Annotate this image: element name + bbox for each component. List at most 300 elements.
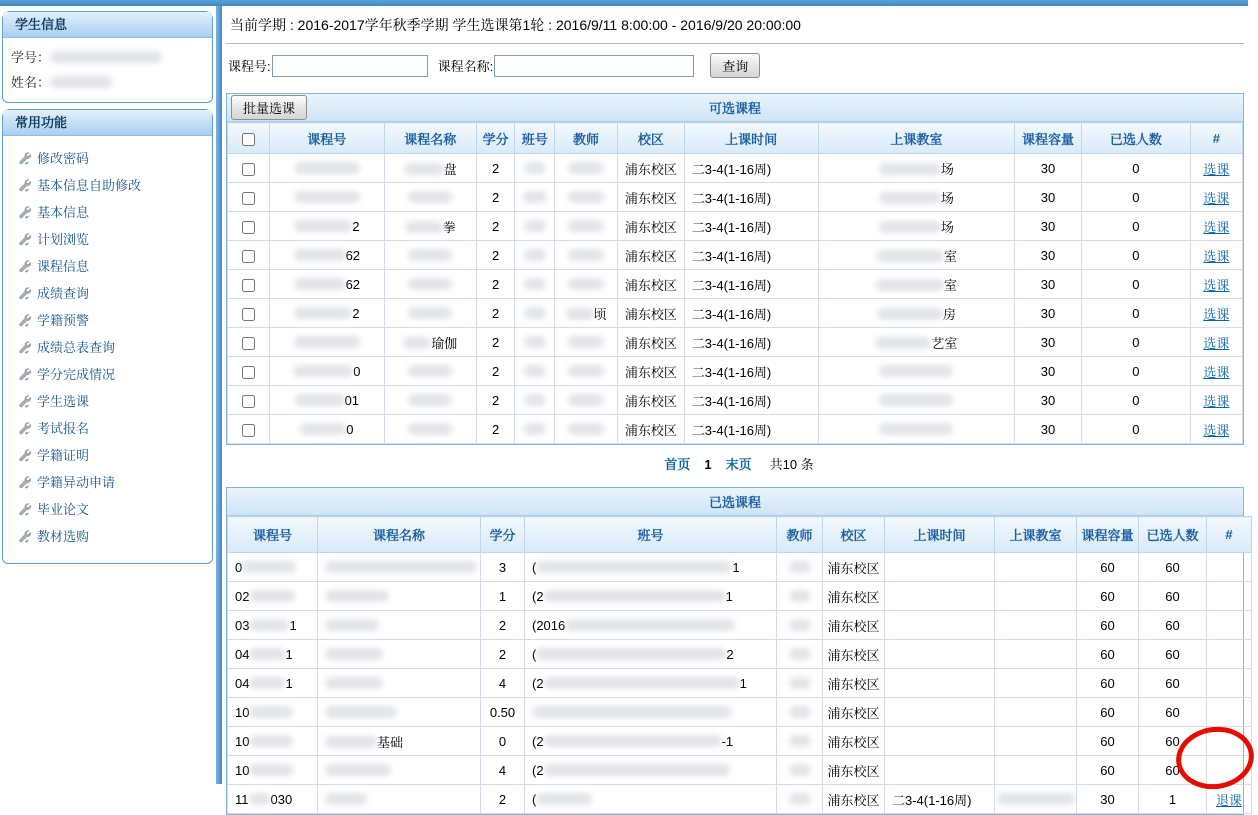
cell-time: 二3-4(1-16周) xyxy=(684,357,818,386)
select-course-link[interactable]: 选课 xyxy=(1203,161,1230,177)
redacted-text xyxy=(249,706,293,718)
cell-credit: 2 xyxy=(476,270,515,299)
sidebar-item-label: 学籍证明 xyxy=(37,448,90,463)
redacted-text xyxy=(325,561,477,573)
redacted-text xyxy=(879,221,941,233)
first-page-link[interactable]: 首页 xyxy=(664,457,691,472)
cell-time xyxy=(885,582,995,611)
redacted-text xyxy=(875,337,931,349)
available-course-row xyxy=(228,357,1243,386)
cell-teacher xyxy=(777,553,823,582)
cell-campus: 浦东校区 xyxy=(617,328,684,357)
last-page-link[interactable]: 末页 xyxy=(725,457,752,472)
drop-course-link[interactable]: 退课 xyxy=(1215,792,1242,808)
redacted-text xyxy=(294,220,352,232)
cell-credit: 4 xyxy=(481,669,525,698)
redacted-text xyxy=(524,162,546,174)
select-course-link[interactable]: 选课 xyxy=(1203,306,1230,322)
cell-campus: 浦东校区 xyxy=(823,553,885,582)
cell-course-no: 02 xyxy=(228,582,318,611)
total-count: 共10 条 xyxy=(769,457,814,472)
redacted-text xyxy=(524,278,546,290)
cell-action xyxy=(1190,328,1242,357)
select-course-link[interactable]: 选课 xyxy=(1203,335,1230,351)
redacted-text xyxy=(568,278,604,290)
cell-room xyxy=(818,357,1015,386)
cell-capacity: 60 xyxy=(1077,727,1139,756)
cell-credit: 2 xyxy=(476,328,515,357)
cell-action xyxy=(1190,154,1242,183)
cell-credit: 3 xyxy=(481,553,525,582)
cell-room xyxy=(995,611,1077,640)
sidebar-item-11[interactable] xyxy=(3,414,212,441)
cell-class-no xyxy=(515,386,555,415)
select-all-checkbox[interactable] xyxy=(242,133,255,146)
cell-class-no: ( 1 xyxy=(525,553,777,582)
cell-selected-count: 60 xyxy=(1139,640,1207,669)
cell-selected-count: 60 xyxy=(1139,756,1207,785)
cell-course-name xyxy=(318,698,481,727)
search-bar xyxy=(226,44,1244,80)
wrench-icon xyxy=(17,205,31,219)
cell-course-name xyxy=(384,299,476,328)
checkbox-cell xyxy=(228,357,270,386)
column-header: 已选人数 xyxy=(1139,517,1207,553)
cell-time: 二3-4(1-16周) xyxy=(684,212,818,241)
cell-time: 二3-4(1-16周) xyxy=(684,386,818,415)
redacted-text xyxy=(249,735,293,747)
cell-time: 二3-4(1-16周) xyxy=(684,241,818,270)
redacted-text xyxy=(876,279,944,291)
redacted-text xyxy=(568,336,604,348)
cell-capacity: 30 xyxy=(1015,154,1082,183)
sidebar xyxy=(0,6,216,784)
redacted-text xyxy=(789,793,811,805)
cell-action xyxy=(1207,582,1252,611)
cell-room xyxy=(818,415,1015,444)
function-menu xyxy=(3,136,212,563)
redacted-text xyxy=(544,735,722,747)
functions-header: 常用功能 xyxy=(3,110,212,136)
row-checkbox[interactable] xyxy=(242,337,255,350)
functions-panel xyxy=(2,109,213,564)
enrolled-course-row xyxy=(228,785,1252,814)
enrolled-course-row xyxy=(228,756,1252,785)
cell-selected-count: 60 xyxy=(1139,611,1207,640)
sidebar-item-6[interactable] xyxy=(3,279,212,306)
cell-teacher xyxy=(777,756,823,785)
current-term-info: 当前学期 : 2016-2017学年秋季学期 学生选课第1轮 : 2016/9/11 8:00:00 - 2016/9/20 20:00:00 xyxy=(226,6,1244,44)
cell-course-name xyxy=(384,183,476,212)
redacted-text xyxy=(294,191,360,203)
cell-room: 室 xyxy=(818,270,1015,299)
cell-teacher xyxy=(555,241,618,270)
cell-course-no: 62 xyxy=(269,241,384,270)
cell-campus: 浦东校区 xyxy=(617,183,684,212)
main-content xyxy=(222,6,1248,808)
cell-teacher xyxy=(555,270,618,299)
cell-campus: 浦东校区 xyxy=(823,785,885,814)
cell-teacher xyxy=(555,386,618,415)
cell-campus: 浦东校区 xyxy=(823,640,885,669)
redacted-text xyxy=(544,677,740,689)
column-header: 教师 xyxy=(777,517,823,553)
row-checkbox[interactable] xyxy=(242,221,255,234)
select-course-link[interactable]: 选课 xyxy=(1203,393,1230,409)
redacted-text xyxy=(293,365,353,377)
cell-time: 二3-4(1-16周) xyxy=(684,154,818,183)
student-info-panel xyxy=(2,11,213,103)
cell-class-no: (2016 xyxy=(525,611,777,640)
cell-time xyxy=(885,553,995,582)
cell-course-no: 04 1 xyxy=(228,669,318,698)
redacted-text xyxy=(789,648,811,660)
wrench-icon xyxy=(17,421,31,435)
cell-action xyxy=(1190,299,1242,328)
cell-capacity: 30 xyxy=(1015,212,1082,241)
cell-class-no xyxy=(515,154,555,183)
cell-action xyxy=(1190,415,1242,444)
cell-course-no: 04 1 xyxy=(228,640,318,669)
cell-teacher xyxy=(555,357,618,386)
enrolled-course-row xyxy=(228,698,1252,727)
column-header: 上课教室 xyxy=(995,517,1077,553)
redacted-student-name xyxy=(50,76,112,88)
cell-selected-count: 60 xyxy=(1139,582,1207,611)
cell-teacher xyxy=(777,727,823,756)
cell-action xyxy=(1190,270,1242,299)
select-course-link[interactable]: 选课 xyxy=(1203,219,1230,235)
redacted-text xyxy=(325,590,389,602)
row-checkbox[interactable] xyxy=(242,163,255,176)
cell-campus: 浦东校区 xyxy=(823,756,885,785)
available-course-row xyxy=(228,299,1243,328)
sidebar-item-1[interactable] xyxy=(3,144,212,171)
redacted-text xyxy=(789,735,811,747)
cell-room: 艺室 xyxy=(818,328,1015,357)
redacted-text xyxy=(325,793,367,805)
cell-selected-count: 0 xyxy=(1081,386,1190,415)
cell-credit: 2 xyxy=(476,299,515,328)
student-id-line xyxy=(9,44,206,69)
cell-action xyxy=(1207,785,1252,814)
cell-selected-count: 0 xyxy=(1081,270,1190,299)
checkbox-cell xyxy=(228,386,270,415)
sidebar-item-10[interactable] xyxy=(3,387,212,414)
sidebar-item-2[interactable] xyxy=(3,171,212,198)
redacted-text xyxy=(325,736,377,748)
row-checkbox[interactable] xyxy=(242,424,255,437)
cell-course-name xyxy=(318,785,481,814)
wrench-icon xyxy=(17,448,31,462)
select-course-link[interactable]: 选课 xyxy=(1203,364,1230,380)
redacted-text xyxy=(879,394,953,406)
cell-capacity: 30 xyxy=(1015,183,1082,212)
cell-teacher xyxy=(777,669,823,698)
available-courses-table xyxy=(227,122,1243,444)
cell-teacher xyxy=(777,582,823,611)
cell-selected-count: 60 xyxy=(1139,698,1207,727)
column-header: 班号 xyxy=(525,517,777,553)
cell-capacity: 60 xyxy=(1077,756,1139,785)
batch-select-button[interactable]: 批量选课 xyxy=(231,95,307,120)
cell-capacity: 30 xyxy=(1015,386,1082,415)
cell-selected-count: 0 xyxy=(1081,212,1190,241)
cell-class-no: ( xyxy=(525,785,777,814)
redacted-text xyxy=(997,793,1075,805)
cell-course-no: 0 xyxy=(228,553,318,582)
cell-room xyxy=(995,582,1077,611)
cell-campus: 浦东校区 xyxy=(617,415,684,444)
available-course-row xyxy=(228,386,1243,415)
redacted-text xyxy=(294,278,346,290)
sidebar-item-label: 学籍异动申请 xyxy=(37,475,116,490)
cell-selected-count: 0 xyxy=(1081,299,1190,328)
student-name-line xyxy=(9,69,206,94)
cell-room xyxy=(818,386,1015,415)
cell-time: 二3-4(1-16周) xyxy=(684,415,818,444)
cell-action xyxy=(1207,640,1252,669)
sidebar-item-4[interactable] xyxy=(3,225,212,252)
column-header: 上课时间 xyxy=(684,123,818,154)
available-course-row xyxy=(228,241,1243,270)
available-course-row xyxy=(228,270,1243,299)
column-header: 校区 xyxy=(823,517,885,553)
cell-teacher: 顷 xyxy=(555,299,618,328)
cell-class-no xyxy=(515,357,555,386)
cell-capacity: 30 xyxy=(1015,241,1082,270)
redacted-text xyxy=(408,365,452,377)
redacted-text xyxy=(300,423,346,435)
select-course-link[interactable]: 选课 xyxy=(1203,190,1230,206)
available-course-row xyxy=(228,183,1243,212)
redacted-text xyxy=(408,394,452,406)
enrolled-courses-box xyxy=(226,487,1244,815)
cell-room xyxy=(995,756,1077,785)
cell-course-no xyxy=(269,328,384,357)
cell-teacher xyxy=(555,415,618,444)
cell-course-no: 10 xyxy=(228,698,318,727)
cell-time xyxy=(885,611,995,640)
cell-capacity: 60 xyxy=(1077,582,1139,611)
redacted-text xyxy=(789,764,811,776)
cell-course-name: 瑜伽 xyxy=(384,328,476,357)
cell-campus: 浦东校区 xyxy=(823,698,885,727)
redacted-text xyxy=(789,619,811,631)
cell-teacher xyxy=(555,328,618,357)
cell-teacher xyxy=(555,154,618,183)
cell-room: 室 xyxy=(818,241,1015,270)
cell-selected-count: 1 xyxy=(1139,785,1207,814)
wrench-icon xyxy=(17,529,31,543)
cell-capacity: 60 xyxy=(1077,640,1139,669)
redacted-text xyxy=(536,561,732,573)
redacted-text xyxy=(249,648,285,660)
cell-course-name xyxy=(318,756,481,785)
sidebar-item-7[interactable] xyxy=(3,306,212,333)
row-checkbox[interactable] xyxy=(242,279,255,292)
cell-course-no xyxy=(269,183,384,212)
cell-campus: 浦东校区 xyxy=(617,154,684,183)
available-course-row xyxy=(228,328,1243,357)
sidebar-item-label: 教材选购 xyxy=(37,529,90,544)
wrench-icon xyxy=(17,178,31,192)
redacted-text xyxy=(295,394,345,406)
cell-action xyxy=(1207,669,1252,698)
redacted-text xyxy=(294,162,360,174)
sidebar-item-label: 成绩查询 xyxy=(37,286,90,301)
cell-selected-count: 0 xyxy=(1081,328,1190,357)
select-course-link[interactable]: 选课 xyxy=(1203,248,1230,264)
cell-course-name: 拳 xyxy=(384,212,476,241)
cell-course-name: 盘 xyxy=(384,154,476,183)
redacted-text xyxy=(249,793,271,805)
cell-capacity: 30 xyxy=(1015,328,1082,357)
student-id-label: 学号： xyxy=(11,50,51,65)
redacted-text xyxy=(524,307,546,319)
sidebar-item-9[interactable] xyxy=(3,360,212,387)
query-button[interactable]: 查询 xyxy=(710,53,760,78)
cell-credit: 2 xyxy=(481,785,525,814)
sidebar-item-8[interactable] xyxy=(3,333,212,360)
redacted-text xyxy=(325,764,391,776)
column-header: # xyxy=(1190,123,1242,154)
redacted-text xyxy=(565,619,735,631)
wrench-icon xyxy=(17,502,31,516)
cell-action xyxy=(1190,241,1242,270)
column-header: 课程名称 xyxy=(318,517,481,553)
wrench-icon xyxy=(17,394,31,408)
redacted-text xyxy=(544,590,726,602)
cell-class-no xyxy=(515,415,555,444)
row-checkbox[interactable] xyxy=(242,308,255,321)
sidebar-item-label: 毕业论文 xyxy=(37,502,90,517)
cell-selected-count: 60 xyxy=(1139,553,1207,582)
redacted-text xyxy=(568,191,604,203)
pagination xyxy=(226,445,1244,474)
checkbox-cell xyxy=(228,299,270,328)
redacted-text xyxy=(877,308,943,320)
redacted-text xyxy=(876,250,944,262)
wrench-icon xyxy=(17,313,31,327)
redacted-text xyxy=(536,648,726,660)
sidebar-item-15[interactable] xyxy=(3,522,212,549)
row-checkbox[interactable] xyxy=(242,250,255,263)
cell-course-name: 基础 xyxy=(318,727,481,756)
sidebar-item-3[interactable] xyxy=(3,198,212,225)
cell-capacity: 30 xyxy=(1015,270,1082,299)
checkbox-cell xyxy=(228,415,270,444)
cell-credit: 2 xyxy=(476,415,515,444)
enrolled-course-row xyxy=(228,640,1252,669)
cell-action xyxy=(1207,553,1252,582)
select-course-link[interactable]: 选课 xyxy=(1203,277,1230,293)
cell-course-name xyxy=(384,241,476,270)
column-header: 班号 xyxy=(515,123,555,154)
cell-time xyxy=(885,669,995,698)
course-no-input[interactable] xyxy=(272,55,428,77)
row-checkbox[interactable] xyxy=(242,366,255,379)
cell-selected-count: 0 xyxy=(1081,154,1190,183)
enrolled-table-body xyxy=(228,553,1252,814)
cell-action xyxy=(1207,756,1252,785)
column-header: 教师 xyxy=(555,123,618,154)
cell-class-no xyxy=(515,270,555,299)
sidebar-item-label: 基本信息 xyxy=(37,205,90,220)
cell-course-no: 01 xyxy=(269,386,384,415)
enrolled-course-row xyxy=(228,727,1252,756)
cell-action xyxy=(1190,386,1242,415)
available-course-row xyxy=(228,154,1243,183)
redacted-text xyxy=(568,365,604,377)
cell-course-no: 03 1 xyxy=(228,611,318,640)
cell-credit: 2 xyxy=(476,183,515,212)
cell-course-no xyxy=(269,154,384,183)
cell-capacity: 30 xyxy=(1015,357,1082,386)
sidebar-item-label: 学籍预警 xyxy=(37,313,90,328)
cell-room: 场 xyxy=(818,154,1015,183)
cell-campus: 浦东校区 xyxy=(617,357,684,386)
cell-room xyxy=(995,727,1077,756)
row-checkbox[interactable] xyxy=(242,395,255,408)
cell-capacity: 60 xyxy=(1077,669,1139,698)
cell-selected-count: 0 xyxy=(1081,183,1190,212)
cell-time xyxy=(885,640,995,669)
redacted-text xyxy=(544,764,730,776)
cell-course-no: 10 xyxy=(228,727,318,756)
available-courses-box xyxy=(226,93,1244,445)
redacted-text xyxy=(403,337,431,349)
redacted-text xyxy=(568,220,604,232)
enrolled-course-row xyxy=(228,611,1252,640)
sidebar-item-5[interactable] xyxy=(3,252,212,279)
cell-campus: 浦东校区 xyxy=(617,241,684,270)
cell-teacher xyxy=(555,212,618,241)
wrench-icon xyxy=(17,340,31,354)
sidebar-item-14[interactable] xyxy=(3,495,212,522)
select-course-link[interactable]: 选课 xyxy=(1203,422,1230,438)
cell-class-no xyxy=(515,183,555,212)
sidebar-item-label: 考试报名 xyxy=(37,421,90,436)
cell-course-name xyxy=(318,582,481,611)
cell-course-name xyxy=(318,669,481,698)
redacted-text xyxy=(524,336,546,348)
row-checkbox[interactable] xyxy=(242,192,255,205)
checkbox-cell xyxy=(228,212,270,241)
wrench-icon xyxy=(17,367,31,381)
redacted-text xyxy=(536,793,592,805)
cell-course-no: 2 xyxy=(269,212,384,241)
course-name-input[interactable] xyxy=(494,55,694,77)
wrench-icon xyxy=(17,475,31,489)
redacted-text xyxy=(404,163,444,175)
redacted-text xyxy=(879,423,953,435)
redacted-text xyxy=(325,619,379,631)
cell-class-no xyxy=(515,212,555,241)
sidebar-item-12[interactable] xyxy=(3,441,212,468)
sidebar-item-label: 课程信息 xyxy=(37,259,90,274)
sidebar-item-13[interactable] xyxy=(3,468,212,495)
cell-campus: 浦东校区 xyxy=(823,669,885,698)
cell-credit: 2 xyxy=(481,640,525,669)
cell-course-name xyxy=(384,270,476,299)
available-header-row xyxy=(228,123,1243,154)
cell-time: 二3-4(1-16周) xyxy=(684,270,818,299)
course-no-label: 课程号: xyxy=(228,59,271,74)
cell-credit: 2 xyxy=(476,212,515,241)
cell-selected-count: 0 xyxy=(1081,357,1190,386)
enrolled-courses-band xyxy=(227,488,1243,516)
